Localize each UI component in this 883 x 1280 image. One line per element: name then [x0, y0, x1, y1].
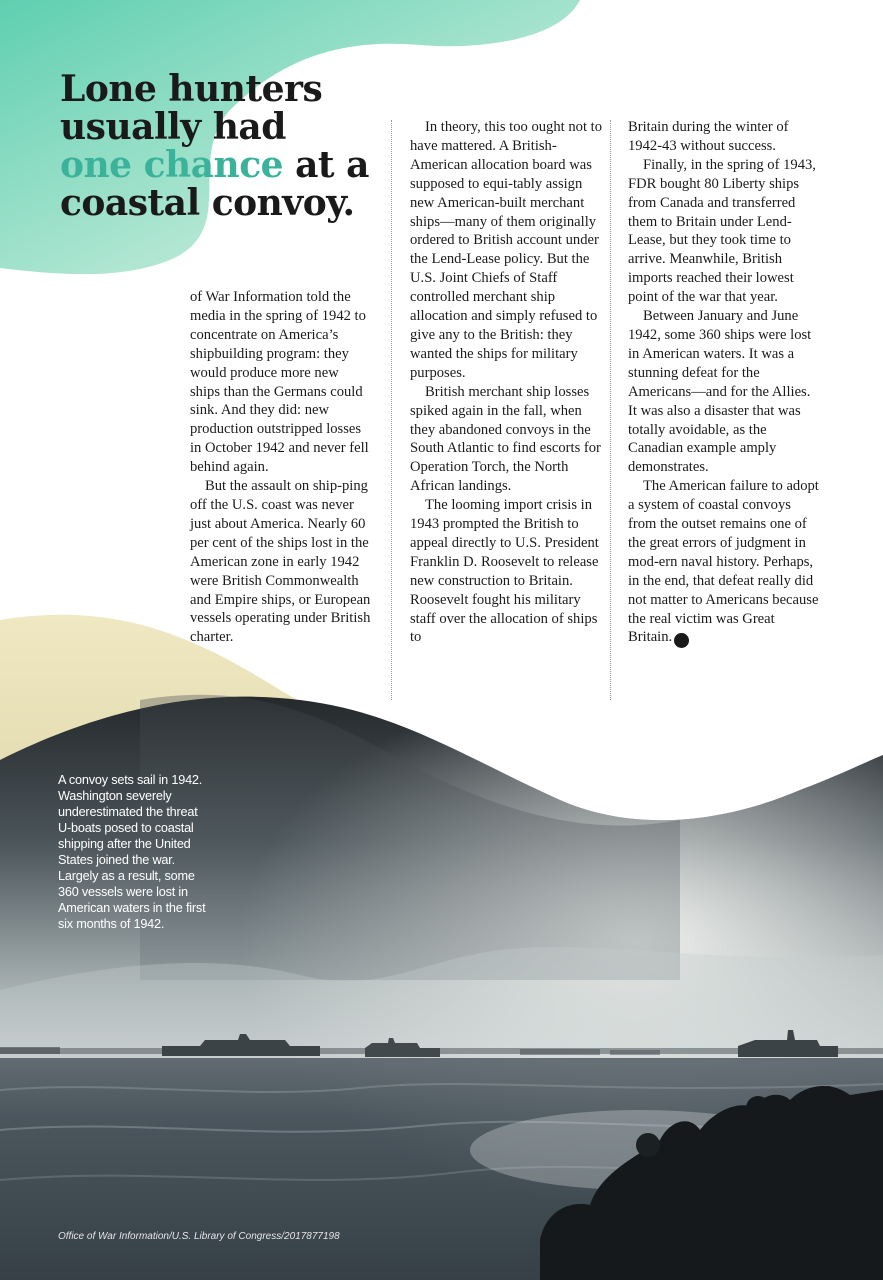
pull-quote-line-3-rest: at a: [283, 144, 369, 186]
pull-quote-line-3: [60, 146, 380, 184]
pull-quote-line-4: coastal convoy.: [60, 182, 355, 224]
column-2-paragraph: The looming import crisis in 1943 prompted the British to appeal directly to U.S. President Franklin D. Roosevelt to release new construction to Britain. Roosevelt fought his military staff over the allocation of ships to: [410, 497, 599, 646]
column-divider: [610, 120, 611, 700]
column-2-paragraph: In theory, this too ought not to have mattered. A British-American allocation board was supposed to equi-tably assign new American-built merchant ships—many of them originally ordered to British account under the Lend-Lease policy. But the U.S. Joint Chiefs of Staff controlled merchant ship allocation and simply refused to give any to the British: they wanted the ships for military purposes.: [410, 119, 603, 381]
photo-credit: Office of War Information/U.S. Library of Congress/2017877198: [58, 1231, 340, 1242]
column-2-paragraph: British merchant ship losses spiked again in the fall, when they abandoned convoys in the South Atlantic to find escorts for Operation Torch, the North African landings.: [410, 383, 601, 495]
column-1-paragraph: of War Information told the media in the spring of 1942 to concentrate on America’s shipbuilding program: they would produce more new ships than the Germans could sink. And they did: new production outstripped losses in October 1942 and never fell behind again.: [190, 289, 369, 476]
pull-quote-line-1: Lone hunters: [60, 68, 323, 110]
article-column-1: [190, 288, 372, 647]
pull-quote-accent: one chance: [60, 144, 284, 186]
article-column-2: [410, 118, 602, 647]
column-1-paragraph: But the assault on ship-ping off the U.S. coast was never just about America. Nearly 60 per cent of the ships lost in the American zone in early 1942 were British Commonwealth and Empire ships, or European vessels operating under British charter.: [190, 478, 371, 646]
column-divider: [391, 120, 392, 700]
photo-caption: A convoy sets sail in 1942. Washington severely underestimated the threat U-boats posed to coastal shipping after the United States joined the war. Largely as a result, some 360 vessels were lost in American waters in the first six months of 1942.: [58, 773, 206, 931]
column-3-paragraph: Britain during the winter of 1942-43 without success.: [628, 119, 789, 154]
column-3-paragraph: Finally, in the spring of 1943, FDR bought 80 Liberty ships from Canada and transferred them to Britain under Lend-Lease, but they took time to arrive. Meanwhile, British imports reached their lowest point of the war that year.: [628, 156, 816, 306]
column-3-paragraph: Between January and June 1942, some 360 ships were lost in American waters. It was a stunning defeat for the Americans—and for the Allies. It was also a disaster that was totally avoidable, as the Canadian example amply demonstrates.: [628, 308, 812, 476]
column-3-paragraph: The American failure to adopt a system of coastal convoys from the outset remains one of the great errors of judgment in mod-ern naval history. Perhaps, in the end, that defeat really did not matter to Americans because the real victim was Great Britain.: [628, 478, 819, 646]
pull-quote-line-2: usually had: [60, 106, 286, 148]
end-mark-icon: ℓ: [674, 633, 689, 648]
article-column-3: [628, 118, 820, 648]
pull-quote: [60, 70, 380, 222]
